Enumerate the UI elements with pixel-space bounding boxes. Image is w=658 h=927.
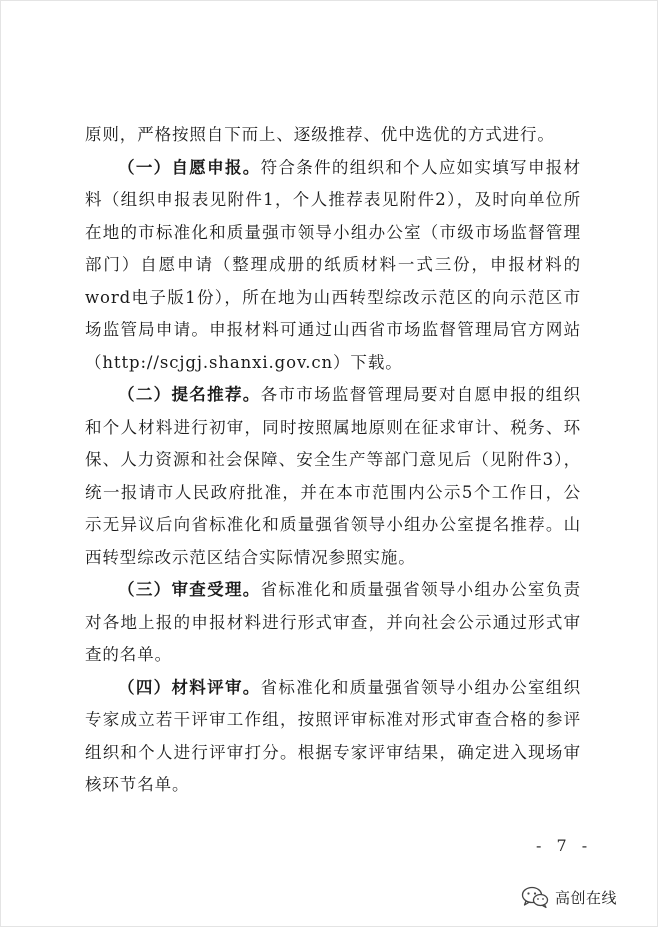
document-body (85, 119, 581, 802)
paragraph-text: 原则，严格按照自下而上、逐级推荐、优中选优的方式进行。 (85, 125, 555, 144)
paragraph-review-acceptance (85, 574, 581, 672)
paragraph-heading: （三）审查受理。 (118, 580, 261, 599)
watermark (521, 885, 617, 909)
paragraph-text: 符合条件的组织和个人应如实填写申报材料（组织申报表见附件1，个人推荐表见附件2），及时向单位所在地的市标准化和质量强市领导小组办公室（市级市场监督管理部门）自愿申请（整理成册的纸质材料一式三份，申报材料的word电子版1份），所在地为山西转型综改示范区的向示范区市场监管局申请。申报材料可通过山西省市场监督管理局官方网站（http://scjgj.shanxi.gov.cn）下载。 (85, 157, 581, 372)
paragraph-nomination (85, 379, 581, 574)
paragraph-text: 省标准化和质量强省领导小组办公室组织专家成立若干评审工作组，按照评审标准对形式审查合格的参评组织和个人进行评审打分。根据专家评审结果，确定进入现场审核环节名单。 (85, 677, 581, 794)
watermark-text: 高创在线 (555, 888, 618, 907)
paragraph-voluntary-application (85, 152, 581, 380)
paragraph-text: 省标准化和质量强省领导小组办公室负责对各地上报的申报材料进行形式审查，并向社会公示通过形式审查的名单。 (85, 580, 581, 664)
paragraph-text: 各市市场监督管理局要对自愿申报的组织和个人材料进行初审，同时按照属地原则在征求审计、税务、环保、人力资源和社会保障、安全生产等部门意见后（见附件3），统一报请市人民政府批准，并在本市范围内公示5个工作日，公示无异议后向省标准化和质量强省领导小组办公室提名推荐。山西转型综改示范区结合实际情况参照实施。 (85, 385, 581, 567)
paragraph-material-evaluation (85, 672, 581, 802)
paragraph-heading: （二）提名推荐。 (118, 385, 261, 404)
paragraph-heading: （四）材料评审。 (118, 677, 261, 697)
paragraph-heading: （一）自愿申报。 (118, 157, 261, 177)
wechat-icon (521, 885, 549, 909)
page-number: - 7 - (536, 836, 593, 855)
paragraph-continuation (85, 119, 581, 152)
